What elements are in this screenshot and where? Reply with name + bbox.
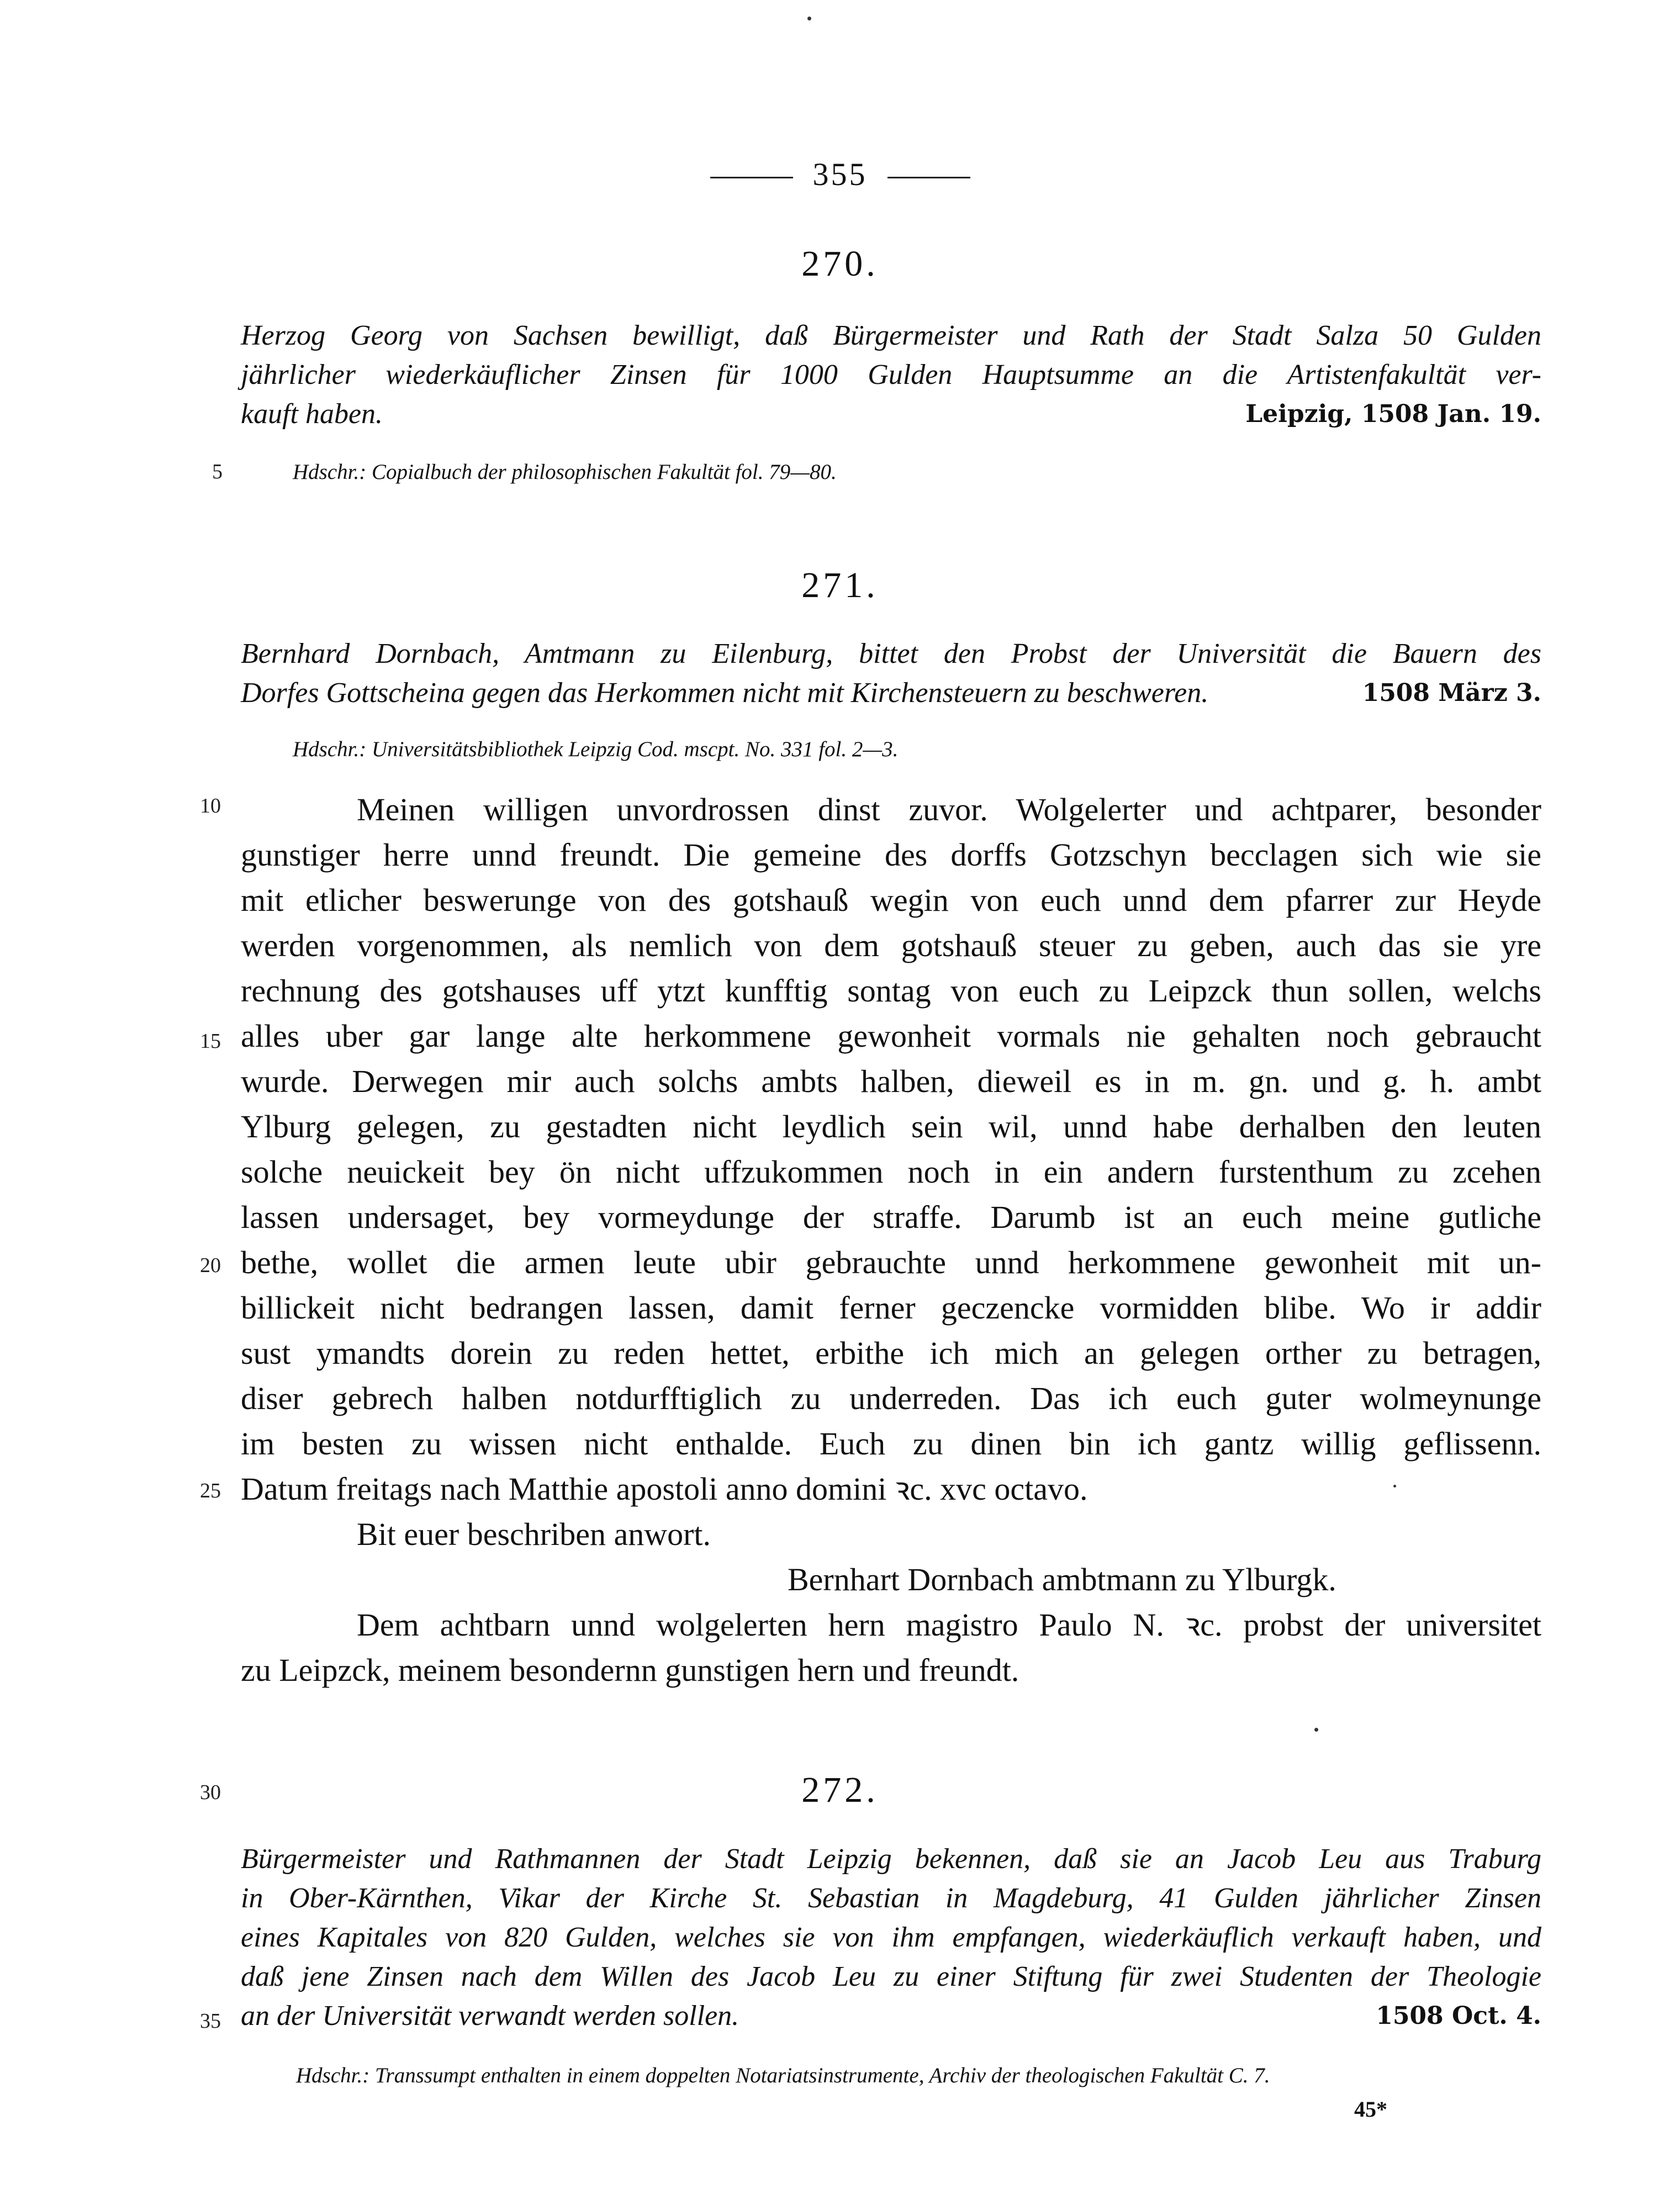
letter-line: billickeit nicht bedrangen lassen, damit ferner geczencke vormidden blibe. Wo ir addir (241, 1290, 1541, 1326)
regest-271-line-2 (241, 673, 1541, 713)
regest-272-line-5 (241, 1996, 1541, 2035)
letter-address-line-1: Dem achtbarn unnd wolgelerten hern magistro Paulo N. ꝛc. probst der universitet (357, 1607, 1541, 1643)
letter-line: bethe, wollet die armen leute ubir gebrauchte unnd herkommene gewonheit mit un- (241, 1244, 1541, 1280)
margin-line-number: 20 (200, 1254, 221, 1277)
margin-line-number: 25 (200, 1479, 221, 1502)
letter-line: werden vorgenommen, als nemlich von dem gotshauß steuer zu geben, auch das sie yre (241, 927, 1541, 963)
source-note-271: Hdschr.: Universitätsbibliothek Leipzig Cod. mscpt. No. 331 fol. 2—3. (293, 737, 899, 761)
letter-line: solche neuickeit bey ön nicht uffzukommen noch in ein andern furstenthum zu zcehen (241, 1154, 1541, 1190)
regest-270-text: kauft haben. (241, 398, 383, 430)
letter-line: sust ymandts dorein zu reden hettet, erbithe ich mich an gelegen orther zu betragen, (241, 1335, 1541, 1371)
regest-272-line-2: in Ober-Kärnthen, Vikar der Kirche St. Sebastian in Magdeburg, 41 Gulden jährlicher Zinsen (241, 1882, 1541, 1914)
letter-line: Ylburg gelegen, zu gestadten nicht leydlich sein wil, unnd habe derhalben den leuten (241, 1109, 1541, 1144)
regest-271-text: Dorfes Gottscheina gegen das Herkommen nicht mit Kirchensteuern zu beschweren. (241, 677, 1209, 709)
margin-line-number: 5 (212, 460, 223, 483)
regest-270-line-2: jährlicher wiederkäuflicher Zinsen für 1000 Gulden Hauptsumme an die Artistenfakultät ver- (241, 359, 1541, 391)
source-note-272: Hdschr.: Transsumpt enthalten in einem doppelten Notariatsinstrumente, Archiv der theologischen Fakultät C. 7. (296, 2064, 1270, 2087)
source-note-270: Hdschr.: Copialbuch der philosophischen Fakultät fol. 79—80. (293, 460, 837, 484)
margin-line-number: 15 (200, 1030, 221, 1053)
page-number: 355 (812, 156, 868, 192)
letter-line: gunstiger herre unnd freundt. Die gemeine des dorffs Gotzschyn becclagen sich wie sie (241, 837, 1541, 873)
letter-line: Datum freitags nach Matthie apostoli anno domini ꝛc. xvc octavo. (241, 1471, 1088, 1507)
regest-270-line-1: Herzog Georg von Sachsen bewilligt, daß Bürgermeister und Rath der Stadt Salza 50 Gulden (241, 320, 1541, 351)
letter-signature: Bernhart Dornbach ambtmann zu Ylburgk. (788, 1562, 1336, 1597)
regest-270-line-3 (241, 394, 1541, 434)
entry-number-272: 272. (801, 1770, 879, 1810)
letter-line: rechnung des gotshauses uff ytzt kunfftig sontag von euch zu Leipzck thun sollen, welchs (241, 973, 1541, 1009)
letter-line: alles uber gar lange alte herkommene gewonheit vormals nie gehalten noch gebraucht (241, 1018, 1541, 1054)
letter-closing: Bit euer beschriben anwort. (357, 1516, 711, 1552)
regest-272-line-1: Bürgermeister und Rathmannen der Stadt Leipzig bekennen, daß sie an Jacob Leu aus Traburg (241, 1843, 1541, 1875)
scan-speck (807, 17, 811, 20)
margin-line-number: 10 (200, 794, 221, 817)
letter-line: mit etlicher beswerunge von des gotshauß wegin von euch unnd dem pfarrer zur Heyde (241, 882, 1541, 918)
letter-line: diser gebrech halben notdurfftiglich zu underreden. Das ich euch guter wolmeynunge (241, 1380, 1541, 1416)
regest-272-line-3: eines Kapitales von 820 Gulden, welches sie von ihm empfangen, wiederkäuflich verkauft haben, und (241, 1922, 1541, 1953)
letter-line: lassen undersaget, bey vormeydunge der straffe. Darumb ist an euch meine gutliche (241, 1199, 1541, 1235)
entry-date-270: Leipzig, 1508 Jan. 19. (1245, 400, 1541, 428)
signature-mark: 45* (1354, 2097, 1387, 2122)
header-rule-right (887, 177, 970, 178)
entry-date-271: 1508 März 3. (1362, 679, 1541, 707)
entry-number-271: 271. (801, 565, 879, 605)
letter-body (241, 787, 1541, 1512)
regest-271-line-1: Bernhard Dornbach, Amtmann zu Eilenburg, bittet den Probst der Universität die Bauern des (241, 638, 1541, 669)
entry-number-270: 270. (801, 244, 879, 284)
margin-line-number: 30 (200, 1781, 221, 1804)
letter-line: Meinen willigen unvordrossen dinst zuvor. Wolgelerter und achtparer, besonder (357, 792, 1541, 827)
letter-address-line-2: zu Leipzck, meinem besondernn gunstigen hern und freundt. (241, 1652, 1019, 1688)
entry-date-272: 1508 Oct. 4. (1376, 2002, 1541, 2030)
header-rule-left (710, 177, 793, 178)
scan-speck (1393, 1485, 1396, 1488)
letter-line: im besten zu wissen nicht enthalde. Euch zu dinen bin ich gantz willig geflissenn. (241, 1426, 1541, 1462)
scan-speck (1314, 1728, 1318, 1732)
letter-line: wurde. Derwegen mir auch solchs ambts halben, dieweil es in m. gn. und g. h. ambt (241, 1063, 1541, 1099)
page-header (0, 156, 1680, 193)
regest-272-line-4: daß jene Zinsen nach dem Willen des Jacob Leu zu einer Stiftung für zwei Studenten der Theologie (241, 1961, 1541, 1992)
regest-272-text: an der Universität verwandt werden sollen. (241, 2000, 739, 2032)
margin-line-number: 35 (200, 2009, 221, 2033)
